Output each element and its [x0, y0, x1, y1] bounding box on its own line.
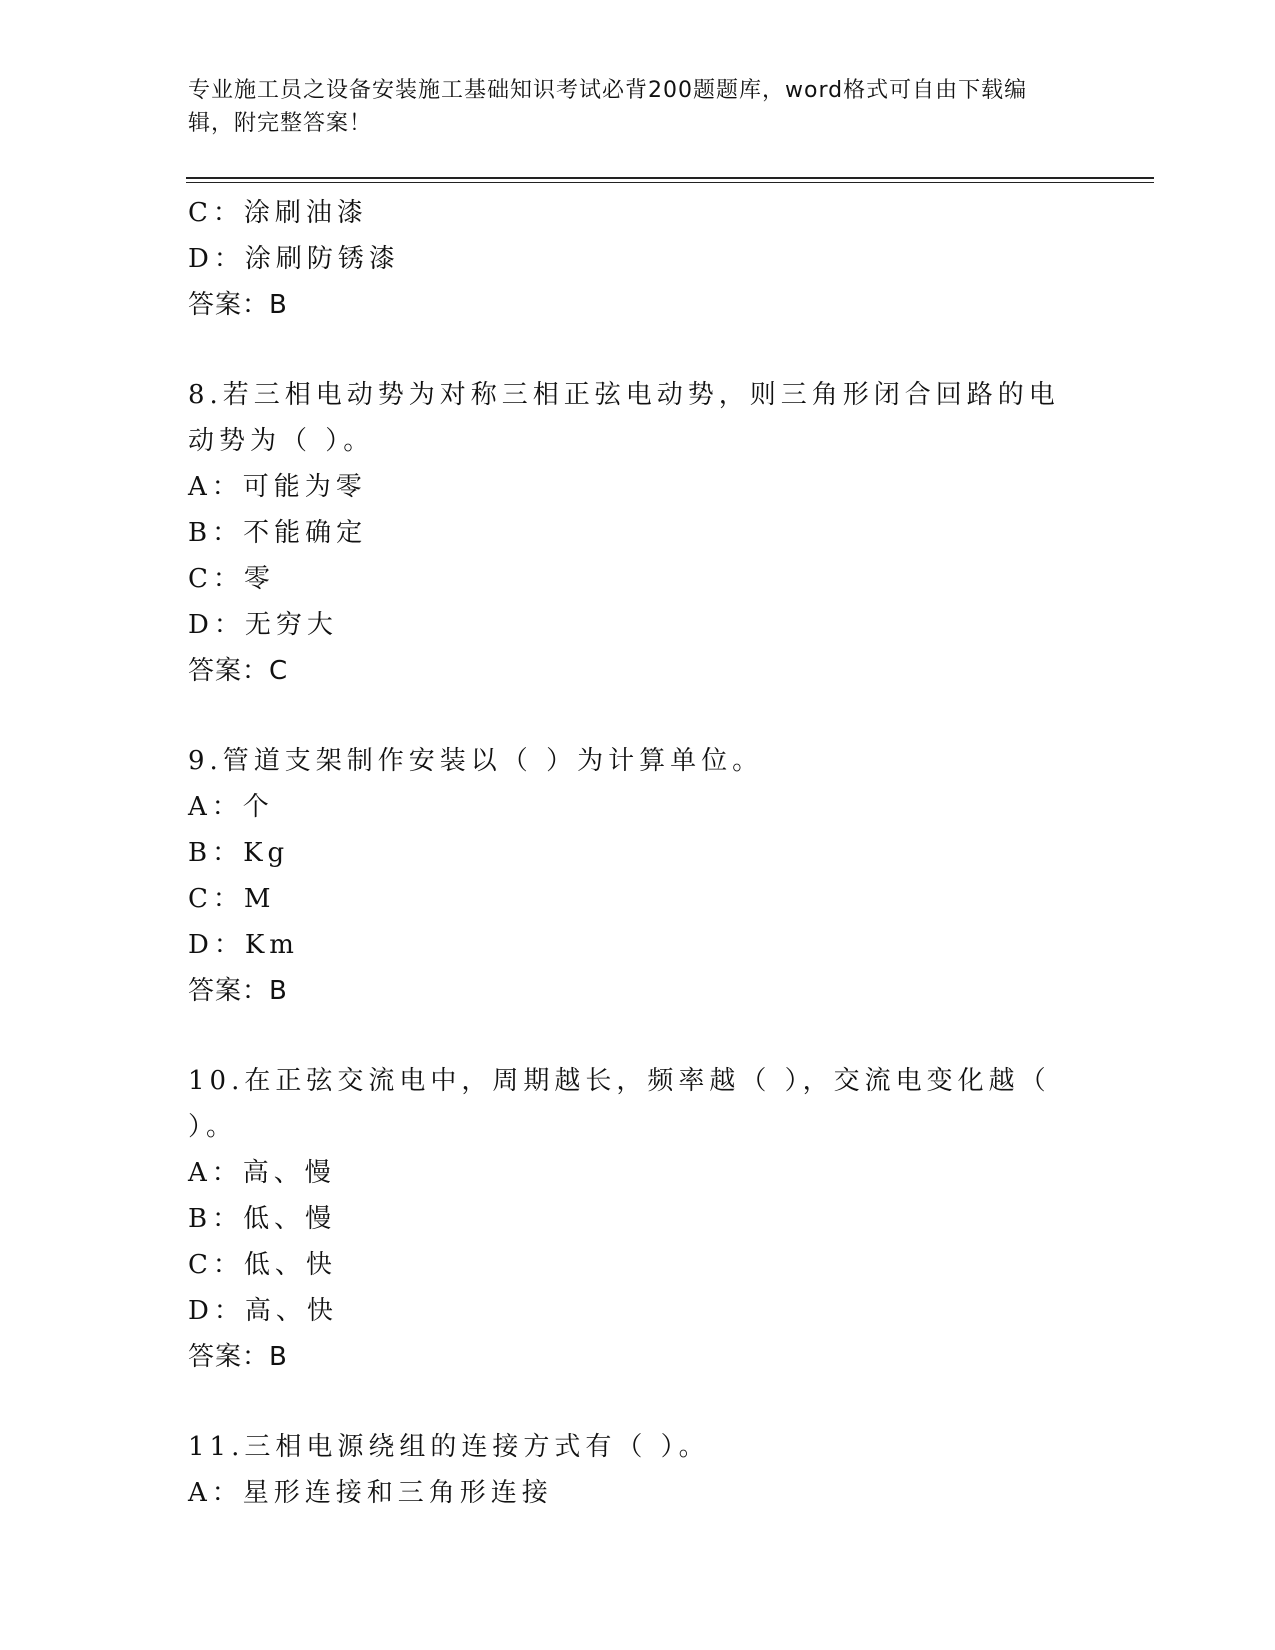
document-title: 专业施工员之设备安装施工基础知识考试必背200题题库，word格式可自由下载编辑，附完整答案！: [188, 78, 1028, 136]
option-text: M: [243, 884, 276, 914]
option-label: D: [188, 1296, 214, 1326]
option-label: D: [188, 244, 214, 274]
option-text: 零: [243, 564, 275, 594]
option-label: A: [188, 792, 212, 822]
question-9: [188, 738, 1088, 1014]
option-label: C: [188, 564, 213, 594]
question-stem: 10.在正弦交流电中，周期越长，频率越（ ），交流电变化越（ ）。: [188, 1066, 1051, 1142]
header-rule-thick: [186, 177, 1154, 179]
option-b: B：低、慢: [188, 1204, 337, 1234]
question-stem: 9.管道支架制作安装以（ ）为计算单位。: [188, 746, 764, 776]
document-header: [188, 74, 1068, 140]
document-body: [188, 190, 1088, 1516]
option-label: A: [188, 1478, 212, 1508]
option-c: C：低、快: [188, 1250, 337, 1280]
question-8: [188, 372, 1088, 694]
option-label: B: [188, 838, 213, 868]
option-a: A：可能为零: [188, 472, 367, 502]
option-label: A: [188, 1158, 212, 1188]
question-stem: 8.若三相电动势为对称三相正弦电动势，则三角形闭合回路的电动势为（ ）。: [188, 380, 1060, 456]
option-a: A：个: [188, 792, 274, 822]
option-label: D: [188, 610, 214, 640]
option-text: 高、快: [244, 1296, 338, 1326]
option-a: A：星形连接和三角形连接: [188, 1478, 553, 1508]
spacer: [188, 1380, 1088, 1424]
option-label: C: [188, 884, 213, 914]
option-text: 涂刷防锈漆: [244, 244, 400, 274]
option-text: 星形连接和三角形连接: [242, 1478, 553, 1508]
option-text: 涂刷油漆: [243, 198, 368, 228]
option-label: C: [188, 1250, 213, 1280]
option-label: B: [188, 1204, 213, 1234]
option-text: 可能为零: [242, 472, 367, 502]
option-text: 低、慢: [243, 1204, 337, 1234]
answer-line: 答案：C: [188, 656, 289, 686]
option-label: B: [188, 518, 213, 548]
option-b: B：Kg: [188, 838, 290, 868]
option-d: D：高、快: [188, 1296, 338, 1326]
option-label: A: [188, 472, 212, 502]
option-label: D: [188, 930, 214, 960]
option-d: D：Km: [188, 930, 299, 960]
header-rule-thin: [186, 182, 1154, 183]
option-c: C：M: [188, 884, 276, 914]
question-10: [188, 1058, 1088, 1380]
option-c: C：零: [188, 564, 275, 594]
answer-line: 答案：B: [188, 976, 288, 1006]
option-text: Km: [244, 930, 299, 960]
question-11: [188, 1424, 1088, 1516]
spacer: [188, 1014, 1088, 1058]
option-text: 低、快: [243, 1250, 337, 1280]
option-d: D：无穷大: [188, 610, 338, 640]
option-label: C: [188, 198, 213, 228]
option-text: 高、慢: [242, 1158, 336, 1188]
question-7-continued: [188, 190, 1088, 328]
option-text: 无穷大: [244, 610, 338, 640]
answer-line: 答案：B: [188, 290, 288, 320]
question-stem: 11.三相电源绕组的连接方式有（ ）。: [188, 1432, 710, 1462]
option-c: C：涂刷油漆: [188, 198, 368, 228]
answer-line: 答案：B: [188, 1342, 288, 1372]
option-text: Kg: [243, 838, 290, 868]
spacer: [188, 328, 1088, 372]
option-text: 不能确定: [243, 518, 368, 548]
option-d: D：涂刷防锈漆: [188, 244, 400, 274]
option-text: 个: [242, 792, 274, 822]
spacer: [188, 694, 1088, 738]
option-a: A：高、慢: [188, 1158, 336, 1188]
option-b: B：不能确定: [188, 518, 368, 548]
